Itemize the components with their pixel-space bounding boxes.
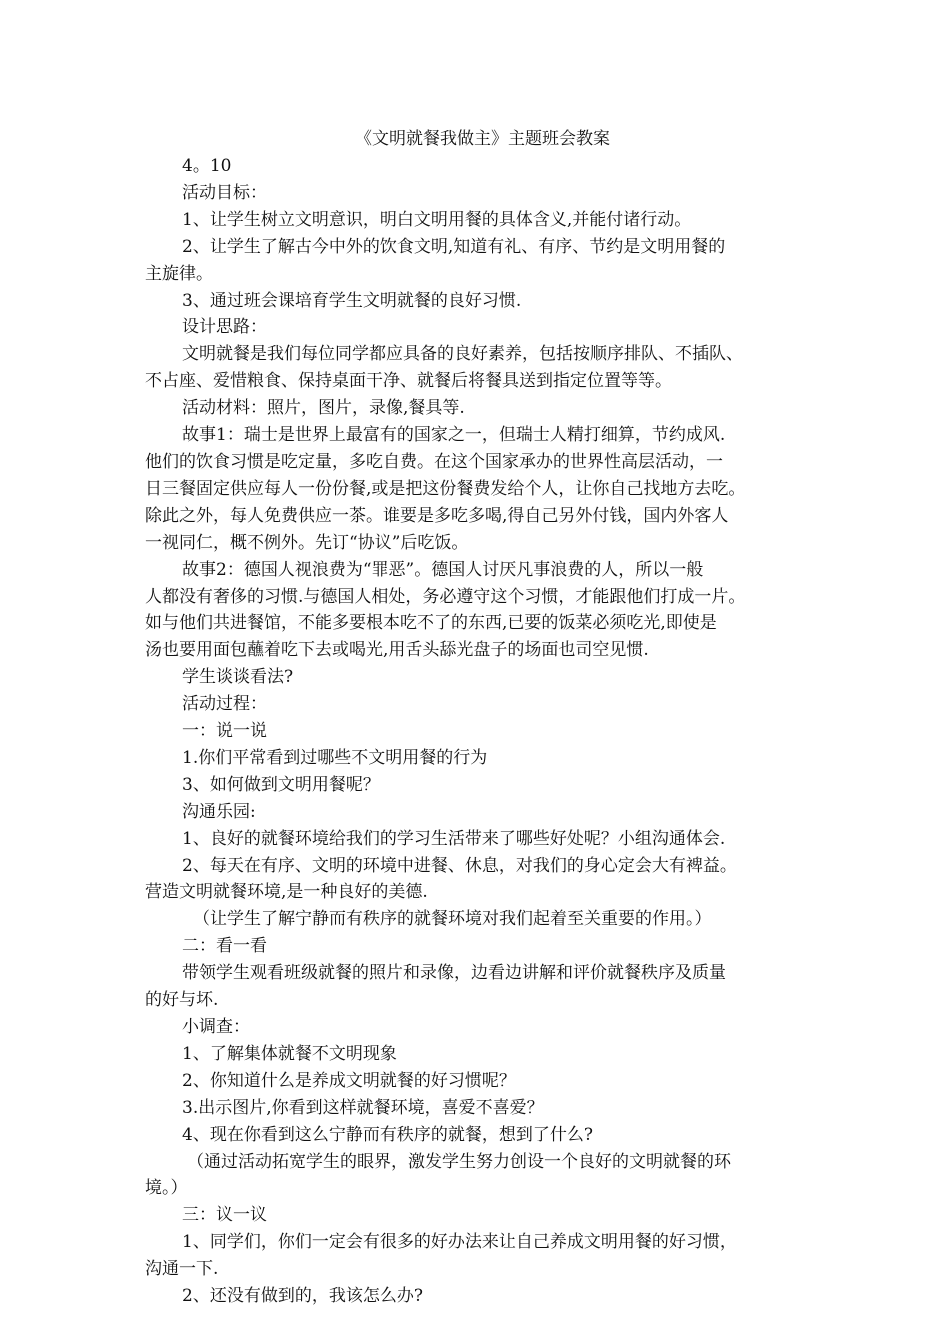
text-line: 1、让学生树立文明意识，明白文明用餐的具体含义,并能付诸行动。 bbox=[182, 209, 692, 230]
text-line: 沟通一下. bbox=[145, 1259, 219, 1280]
document-title: 《文明就餐我做主》主题班会教案 bbox=[355, 129, 610, 149]
text-line: 1、良好的就餐环境给我们的学习生活带来了哪些好处呢？小组沟通体会. bbox=[182, 828, 726, 849]
text-line: 带领学生观看班级就餐的照片和录像，边看边讲解和评价就餐秩序及质量 bbox=[182, 963, 726, 984]
text-line: 的好与坏. bbox=[145, 990, 219, 1011]
document-page bbox=[145, 125, 820, 1310]
section-heading: 三：议一议 bbox=[182, 1205, 267, 1226]
text-line: 3.出示图片,你看到这样就餐环境，喜爱不喜爱？ bbox=[182, 1097, 544, 1118]
text-line: 学生谈谈看法? bbox=[182, 667, 294, 688]
text-line: 除此之外，每人免费供应一茶。谁要是多吃多喝,得自己另外付钱，国内外客人 bbox=[145, 505, 729, 526]
text-line: 如与他们共进餐馆，不能多要根本吃不了的东西,已要的饭菜必须吃光,即使是 bbox=[145, 613, 717, 634]
text-line: 4、现在你看到这么宁静而有秩序的就餐，想到了什么? bbox=[182, 1124, 593, 1145]
text-line: 活动材料：照片，图片，录像,餐具等. bbox=[182, 398, 465, 419]
section-heading: 二：看一看 bbox=[182, 936, 267, 957]
section-heading: 活动目标： bbox=[182, 182, 267, 203]
text-line: 文明就餐是我们每位同学都应具备的良好素养，包括按顺序排队、不插队、 bbox=[182, 344, 743, 365]
text-line: （让学生了解宁静而有秩序的就餐环境对我们起着至关重要的作用。） bbox=[193, 909, 712, 930]
text-line: 3、通过班会课培育学生文明就餐的良好习惯. bbox=[182, 290, 522, 311]
text-line: 境。） bbox=[145, 1178, 188, 1199]
section-heading: 沟通乐园: bbox=[182, 801, 256, 822]
text-line: 4。10 bbox=[182, 156, 232, 176]
text-line: 2、让学生了解古今中外的饮食文明,知道有礼、有序、节约是文明用餐的 bbox=[182, 236, 726, 257]
text-line: 营造文明就餐环境,是一种良好的美德. bbox=[145, 882, 428, 903]
section-heading: 活动过程： bbox=[182, 694, 267, 715]
text-line: 2、每天在有序、文明的环境中进餐、休息，对我们的身心定会大有裨益。 bbox=[182, 855, 737, 876]
text-line: 故事1：瑞士是世界上最富有的国家之一，但瑞士人精打细算，节约成风. bbox=[182, 425, 726, 446]
text-line: 日三餐固定供应每人一份份餐,或是把这份餐费发给个人，让你自己找地方去吃。 bbox=[145, 478, 746, 499]
text-line: 2、还没有做到的，我该怎么办? bbox=[182, 1286, 423, 1307]
text-line: 不占座、爱惜粮食、保持桌面干净、就餐后将餐具送到指定位置等等。 bbox=[145, 371, 672, 392]
text-line: 他们的饮食习惯是吃定量，多吃自费。在这个国家承办的世界性高层活动，一 bbox=[145, 451, 723, 472]
text-line: 主旋律。 bbox=[145, 263, 213, 284]
text-line: 1、同学们，你们一定会有很多的好办法来让自己养成文明用餐的好习惯， bbox=[182, 1232, 737, 1253]
text-line: （通过活动拓宽学生的眼界，激发学生努力创设一个良好的文明就餐的环 bbox=[187, 1151, 731, 1172]
text-line: 汤也要用面包蘸着吃下去或喝光,用舌头舔光盘子的场面也司空见惯. bbox=[145, 640, 649, 661]
section-heading: 小调查： bbox=[182, 1017, 250, 1037]
text-line: 1、了解集体就餐不文明现象 bbox=[182, 1043, 397, 1064]
text-line: 3、如何做到文明用餐呢？ bbox=[182, 774, 380, 795]
text-line: 1.你们平常看到过哪些不文明用餐的行为 bbox=[182, 747, 488, 768]
text-line: 2、你知道什么是养成文明就餐的好习惯呢？ bbox=[182, 1070, 516, 1091]
text-line: 一视同仁，概不例外。先订“协议”后吃饭。 bbox=[145, 532, 469, 553]
text-line: 故事2：德国人视浪费为“罪恶”。德国人讨厌凡事浪费的人，所以一般 bbox=[182, 559, 704, 580]
text-line: 人都没有奢侈的习惯.与德国人相处，务必遵守这个习惯，才能跟他们打成一片。 bbox=[145, 586, 746, 607]
section-heading: 一：说一说 bbox=[182, 721, 267, 742]
section-heading: 设计思路： bbox=[182, 317, 267, 338]
